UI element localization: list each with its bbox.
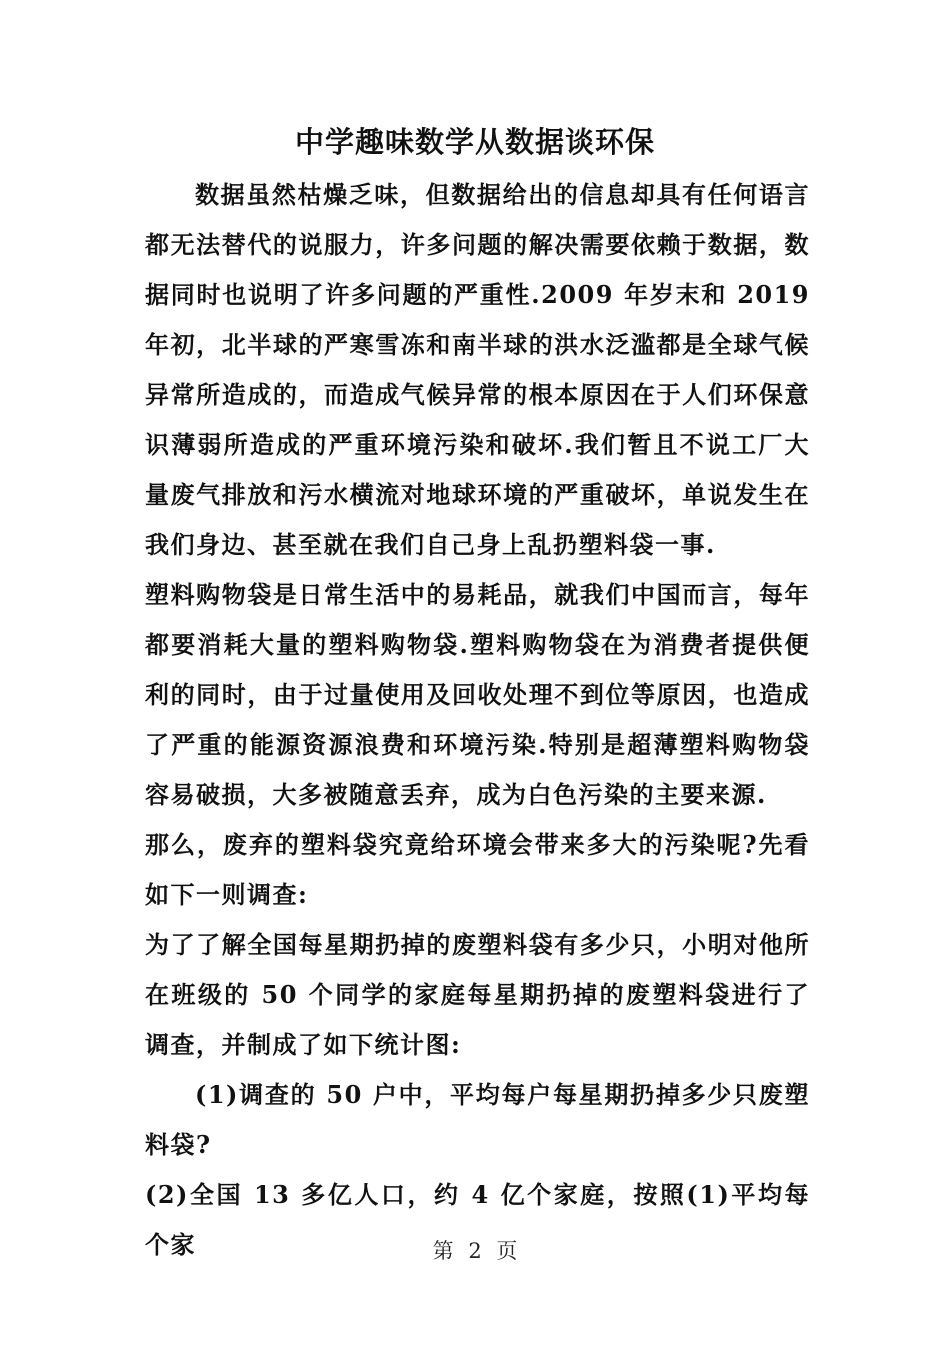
page-number-footer [0, 1236, 950, 1266]
paragraph-plastic-bags: 塑料购物袋是日常生活中的易耗品，就我们中国而言，每年都要消耗大量的塑料购物袋.塑料购物袋在为消费者提供便利的同时，由于过量使用及回收处理不到位等原因，也造成了严重的能源资源浪费和环境污染.特别是超薄塑料购物袋容易破损，大多被随意丢弃，成为白色污染的主要来源. [145, 580, 810, 809]
page-title: 中学趣味数学从数据谈环保 [294, 125, 655, 159]
page-number-suffix: 页 [496, 1239, 518, 1263]
paragraph-item-2: (2)全国 13 多亿人口，约 4 亿个家庭，按照(1)平均每个家 [145, 1180, 810, 1259]
paragraph-survey: 为了了解全国每星期扔掉的废塑料袋有多少只，小明对他所在班级的 50 个同学的家庭每星期扔掉的废塑料袋进行了调查，并制成了如下统计图: [145, 930, 810, 1059]
page-number: 2 [468, 1239, 482, 1263]
paragraph-question: 那么，废弃的塑料袋究竟给环境会带来多大的污染呢?先看如下一则调查: [145, 830, 810, 909]
article-body [145, 170, 810, 1270]
paragraph-intro: 数据虽然枯燥乏味，但数据给出的信息却具有任何语言都无法替代的说服力，许多问题的解决需要依赖于数据，数据同时也说明了许多问题的严重性.2009 年岁末和 2019 年初，北半球的严寒雪冻和南半球的洪水泛滥都是全球气候异常所造成的，而造成气候异常的根本原因在于人们环保意识薄弱所造成的严重环境污染和破坏.我们暂且不说工厂大量废气排放和污水横流对地球环境的严重破坏，单说发生在我们身边、甚至就在我们自己身上乱扔塑料袋一事. [145, 180, 810, 559]
paragraph-item-1: (1)调查的 50 户中，平均每户每星期扔掉多少只废塑料袋? [145, 1080, 810, 1159]
page-number-prefix: 第 [432, 1239, 454, 1263]
